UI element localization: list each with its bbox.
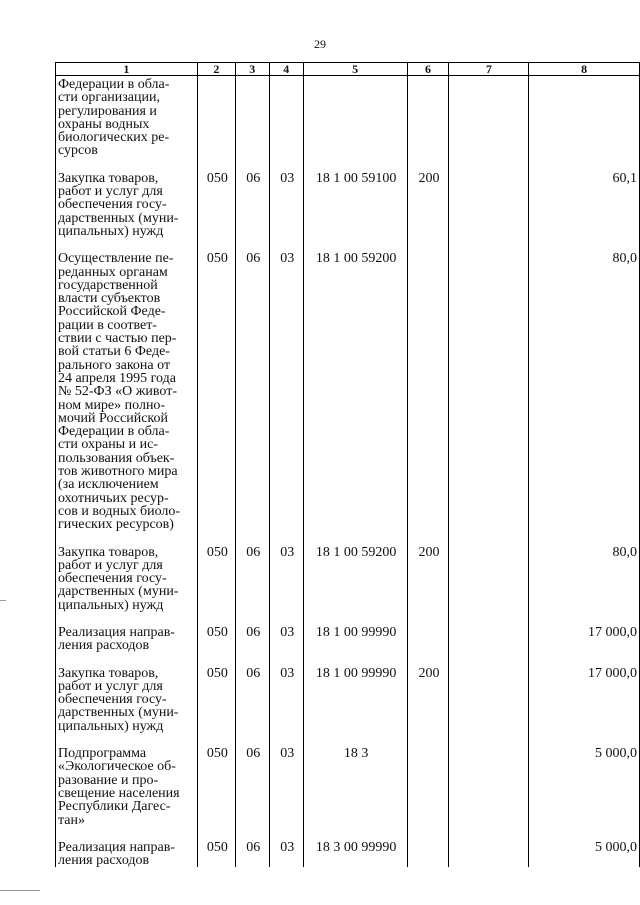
spacer-cell [56,612,198,626]
spacer-cell [56,532,198,546]
spacer-cell [449,238,529,252]
spacer-cell [303,827,407,841]
spacer-cell [197,238,235,252]
row-spacer [56,827,640,841]
code-section-cell: 06 [235,747,269,827]
empty-cell [449,667,529,733]
target-article-cell [303,76,407,158]
spacer-cell [303,733,407,747]
spacer-cell [197,158,235,172]
code-subsection-cell: 03 [269,172,303,238]
code-section-cell: 06 [235,172,269,238]
row-name-cell: Осуществление пе- реданных органам государственной власти субъектов Российской Феде- рации в соответ- ствии с частью пер- вой статьи 6 Феде- рального закона от 24 апреля 1995 года № 52-ФЗ «О живот- ном мире» полно- мочий Российской Федерации в обла- сти охраны и ис- пользования объек- тов животного мира (за исключением охотничьих ресур- сов и водных биоло- гических ресурсов) [56,252,198,531]
column-header: 5 [303,63,407,76]
spacer-cell [197,653,235,667]
expense-type-cell [407,747,449,827]
code-admin-cell: 050 [197,626,235,653]
empty-cell [449,252,529,531]
empty-cell [449,626,529,653]
code-admin-cell: 050 [197,252,235,531]
amount-cell: 17 000,0 [529,626,640,653]
code-subsection-cell: 03 [269,252,303,531]
spacer-cell [449,612,529,626]
spacer-cell [449,827,529,841]
expense-type-cell: 200 [407,546,449,612]
empty-cell [449,841,529,868]
spacer-cell [269,733,303,747]
expense-type-cell [407,252,449,531]
table-row [56,546,640,612]
row-name-cell: Закупка товаров, работ и услуг для обеспечения госу- дарственных (муни- ципальных) нужд [56,546,198,612]
table-row [56,841,640,868]
spacer-cell [56,733,198,747]
spacer-cell [303,612,407,626]
spacer-cell [407,532,449,546]
target-article-cell: 18 1 00 59200 [303,252,407,531]
amount-cell: 17 000,0 [529,667,640,733]
amount-cell [529,76,640,158]
spacer-cell [449,158,529,172]
amount-cell: 60,1 [529,172,640,238]
empty-cell [449,747,529,827]
code-subsection-cell: 03 [269,546,303,612]
row-spacer [56,238,640,252]
spacer-cell [269,238,303,252]
code-admin-cell: 050 [197,841,235,868]
spacer-cell [56,827,198,841]
spacer-cell [303,532,407,546]
code-section-cell: 06 [235,667,269,733]
target-article-cell: 18 1 00 59100 [303,172,407,238]
code-admin-cell: 050 [197,667,235,733]
spacer-cell [303,653,407,667]
amount-cell: 5 000,0 [529,841,640,868]
spacer-cell [529,827,640,841]
spacer-cell [529,653,640,667]
code-subsection-cell: 03 [269,747,303,827]
code-section-cell [235,76,269,158]
spacer-cell [529,532,640,546]
code-admin-cell: 050 [197,172,235,238]
column-header: 6 [407,63,449,76]
row-name-cell: Реализация направ- ления расходов [56,626,198,653]
column-header: 8 [529,63,640,76]
code-subsection-cell: 03 [269,626,303,653]
row-name-cell: Закупка товаров, работ и услуг для обеспечения госу- дарственных (муни- ципальных) нужд [56,172,198,238]
code-admin-cell: 050 [197,747,235,827]
spacer-cell [56,238,198,252]
table-row [56,626,640,653]
table-row [56,76,640,158]
target-article-cell: 18 3 [303,747,407,827]
code-subsection-cell [269,76,303,158]
spacer-cell [56,653,198,667]
row-spacer [56,532,640,546]
spacer-cell [235,827,269,841]
spacer-cell [407,733,449,747]
column-header: 1 [56,63,198,76]
spacer-cell [407,612,449,626]
code-section-cell: 06 [235,626,269,653]
expense-type-cell [407,626,449,653]
target-article-cell: 18 1 00 59200 [303,546,407,612]
spacer-cell [235,612,269,626]
empty-cell [449,546,529,612]
code-section-cell: 06 [235,841,269,868]
spacer-cell [235,238,269,252]
spacer-cell [449,532,529,546]
code-admin-cell [197,76,235,158]
table-row [56,172,640,238]
row-spacer [56,158,640,172]
column-header: 4 [269,63,303,76]
budget-table [55,62,640,867]
table-row [56,747,640,827]
row-name-cell: Подпрограмма «Экологическое об- разование и про- свещение населения Республики Дагес- тан» [56,747,198,827]
target-article-cell: 18 3 00 99990 [303,841,407,868]
table-header-row [56,63,640,76]
spacer-cell [407,827,449,841]
code-section-cell: 06 [235,546,269,612]
amount-cell: 5 000,0 [529,747,640,827]
spacer-cell [269,653,303,667]
amount-cell: 80,0 [529,546,640,612]
expense-type-cell [407,76,449,158]
row-spacer [56,733,640,747]
spacer-cell [529,733,640,747]
spacer-cell [269,532,303,546]
spacer-cell [235,158,269,172]
spacer-cell [197,827,235,841]
code-admin-cell: 050 [197,546,235,612]
expense-type-cell: 200 [407,667,449,733]
spacer-cell [303,238,407,252]
spacer-cell [269,612,303,626]
amount-cell: 80,0 [529,252,640,531]
column-header: 3 [235,63,269,76]
expense-type-cell [407,841,449,868]
code-section-cell: 06 [235,252,269,531]
edge-mark [0,600,6,601]
spacer-cell [529,238,640,252]
spacer-cell [197,733,235,747]
row-name-cell: Закупка товаров, работ и услуг для обеспечения госу- дарственных (муни- ципальных) нужд [56,667,198,733]
spacer-cell [197,612,235,626]
row-spacer [56,612,640,626]
spacer-cell [529,158,640,172]
column-header: 7 [449,63,529,76]
spacer-cell [407,653,449,667]
target-article-cell: 18 1 00 99990 [303,626,407,653]
row-spacer [56,653,640,667]
empty-cell [449,172,529,238]
spacer-cell [269,827,303,841]
spacer-cell [303,158,407,172]
spacer-cell [449,733,529,747]
spacer-cell [407,238,449,252]
expense-type-cell: 200 [407,172,449,238]
table-row [56,252,640,531]
column-header: 2 [197,63,235,76]
code-subsection-cell: 03 [269,667,303,733]
row-name-cell: Реализация направ- ления расходов [56,841,198,868]
page-number: 29 [314,37,326,51]
spacer-cell [235,733,269,747]
empty-cell [449,76,529,158]
spacer-cell [235,532,269,546]
row-name-cell: Федерации в обла- сти организации, регулирования и охраны водных биологических ре- сурсов [56,76,198,158]
spacer-cell [269,158,303,172]
edge-mark [0,890,40,891]
target-article-cell: 18 1 00 99990 [303,667,407,733]
spacer-cell [197,532,235,546]
spacer-cell [407,158,449,172]
table-row [56,667,640,733]
spacer-cell [529,612,640,626]
code-subsection-cell: 03 [269,841,303,868]
spacer-cell [56,158,198,172]
spacer-cell [449,653,529,667]
spacer-cell [235,653,269,667]
